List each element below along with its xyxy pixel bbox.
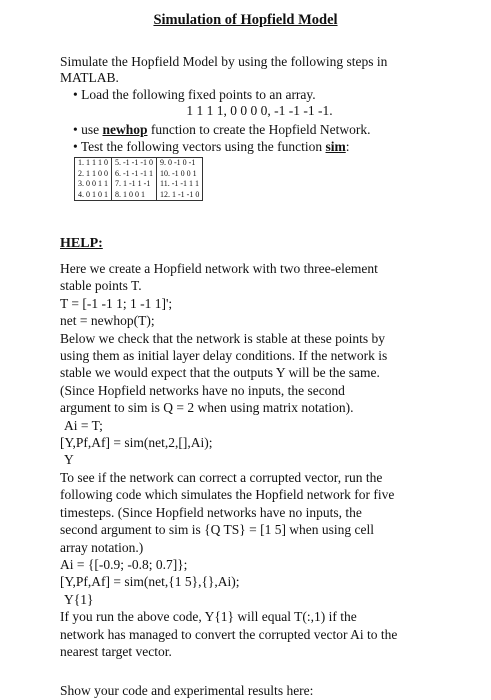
keyword-newhop: newhop (102, 122, 148, 137)
bullet-sim: • Test the following vectors using the function sim: (73, 139, 350, 154)
vector-item: 5. -1 -1 -1 0 (115, 158, 153, 167)
help-line: Below we check that the network is stable at these points by (60, 330, 386, 346)
intro-line-2: MATLAB. (60, 70, 119, 85)
vector-item: 7. 1 -1 1 -1 (115, 179, 151, 188)
help-line: argument to sim is Q = 2 when using matrix notation). (60, 400, 354, 416)
help-line: net = newhop(T); (60, 313, 155, 329)
vector-item: 6. -1 -1 -1 1 (115, 168, 153, 178)
help-line: Ai = {[-0.9; -0.8; 0.7]}; (60, 556, 188, 572)
help-line: If you run the above code, Y{1} will equal T(:,1) if the (60, 609, 357, 625)
help-line: To see if the network can correct a corrupted vector, run the (60, 469, 383, 485)
help-line: array notation.) (60, 539, 144, 555)
help-line: Ai = T; (64, 417, 103, 433)
help-line: stable points T. (60, 278, 142, 294)
help-text (60, 260, 440, 660)
help-line: nearest target vector. (60, 643, 172, 659)
bullet-dot: • (73, 87, 82, 102)
help-line: following code which simulates the Hopfield network for five (60, 487, 395, 503)
vector-item: 1. 1 1 1 0 (78, 158, 108, 167)
vector-item: 11. -1 -1 1 1 (160, 179, 200, 188)
vector-item: 3. 0 0 1 1 (78, 179, 108, 188)
help-line: Y (64, 452, 74, 468)
vector-item: 4. 0 1 0 1 (78, 189, 108, 199)
help-heading: HELP: (60, 236, 103, 251)
bullet-dot: • (73, 122, 82, 137)
bullet-newhop: • use newhop function to create the Hopfield Network. (73, 122, 371, 137)
help-line: (Since Hopfield networks have no inputs, the second (60, 382, 345, 398)
help-line: [Y,Pf,Af] = sim(net,{1 5},{},Ai); (60, 574, 240, 590)
help-line: Here we create a Hopfield network with two three-element (60, 261, 378, 276)
help-line: Y{1} (64, 591, 94, 607)
vector-column-3 (157, 158, 203, 201)
help-line: second argument to sim is {Q TS} = [1 5] when using cell (60, 522, 375, 538)
help-line: stable we would expect that the outputs Y will be the same. (60, 365, 380, 381)
help-line: timesteps. (Since Hopfield networks have no inputs, the (60, 504, 362, 520)
test-vectors-table (74, 157, 203, 201)
vector-item: 12. 1 -1 -1 0 (160, 189, 200, 199)
vector-item: 2. 1 1 0 0 (78, 168, 108, 178)
vector-item: 8. 1 0 0 1 (115, 189, 145, 199)
page-title: Simulation of Hopfield Model (153, 12, 338, 28)
vector-column-1 (75, 158, 112, 201)
vector-column-2 (112, 158, 157, 201)
footer-instruction: Show your code and experimental results here: (60, 683, 314, 698)
bullet-load-points: • Load the following fixed points to an array. (73, 87, 316, 102)
help-line: using them as initial layer delay conditions. If the network is (60, 348, 388, 364)
help-line: T = [-1 -1 1; 1 -1 1]'; (60, 295, 173, 311)
keyword-sim: sim (325, 139, 346, 154)
fixed-points: 1 1 1 1, 0 0 0 0, -1 -1 -1 -1. (186, 103, 333, 118)
vector-item: 9. 0 -1 0 -1 (160, 158, 196, 167)
help-line: network has managed to convert the corrupted vector Ai to the (60, 626, 398, 642)
bullet-dot: • (73, 139, 81, 154)
vector-item: 10. -1 0 0 1 (160, 168, 197, 178)
intro-line-1: Simulate the Hopfield Model by using the following steps in (60, 54, 388, 69)
help-line: [Y,Pf,Af] = sim(net,2,[],Ai); (60, 435, 213, 451)
